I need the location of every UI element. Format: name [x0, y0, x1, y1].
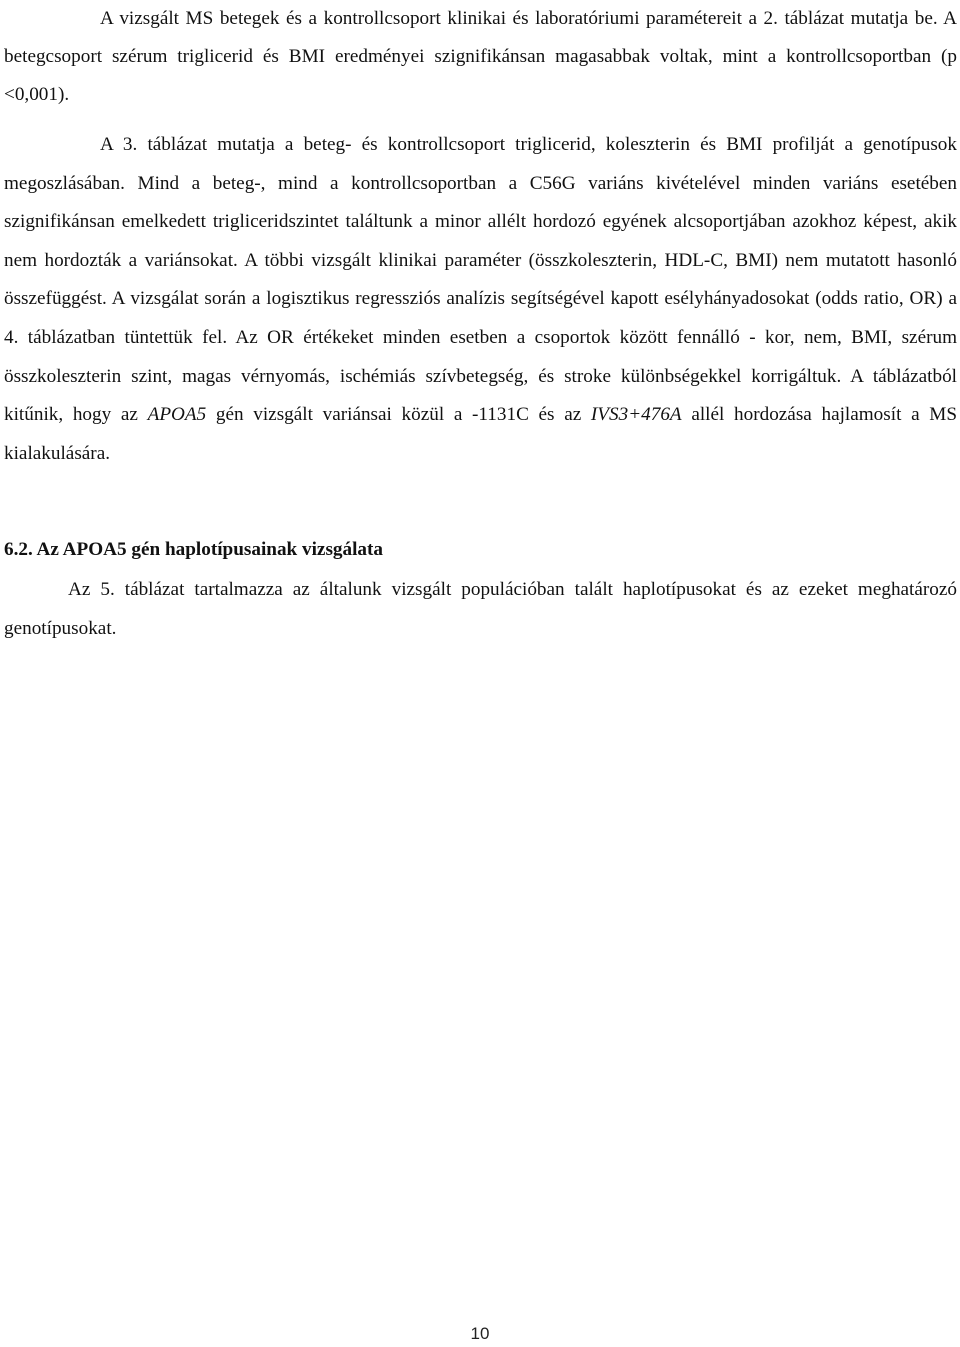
document-page — [4, 0, 957, 1347]
paragraph-text-part-1: A 3. táblázat mutatja a beteg- és kontrollcsoport triglicerid, koleszterin és BMI profilját a genotípusok megoszlásában. Mind a beteg-, mind a kontrollcsoportban a C56G variáns kivételével minden variáns esetében szignifikánsan emelkedett trigliceridszintet találtunk a minor allélt hordozó egyének alcsoportjában azokhoz képest, akik nem hordozták a variánsokat. A többi vizsgált klinikai paraméter (összkoleszterin, HDL-C, BMI) nem mutatott hasonló összefüggést. A vizsgálat során a logisztikus regressziós analízis segítségével kapott esélyhányadosokat (odds ratio, OR) a 4. táblázatban tüntettük fel. Az OR értékeket minden esetben a csoportok között fennálló - kor, nem, BMI, szérum összkoleszterin szint, magas vérnyomás, ischémiás szívbetegség, és stroke különbségekkel korrigáltuk. A táblázatból kitűnik, hogy az — [4, 134, 957, 426]
variant-name-ivs3: IVS3+476A — [590, 404, 682, 426]
paragraph-clinical-parameters: A vizsgált MS betegek és a kontrollcsoport klinikai és laboratóriumi paramétereit a 2. táblázat mutatja be. A betegcsoport szérum triglicerid és BMI eredményei szignifikánsan magasabbak voltak, mint a kontrollcsoportban (p <0,001). — [4, 8, 957, 105]
page-number: 10 — [470, 1324, 490, 1343]
paragraph-text-part-3: allél hordozása hajlamosít a MS kialakulására. — [4, 404, 957, 464]
paragraph-text-part-2: gén vizsgált variánsai közül a -1131C és az — [206, 404, 591, 426]
paragraph-genotype-profiles — [4, 126, 957, 473]
paragraph-haplotypes: Az 5. táblázat tartalmazza az általunk vizsgált populációban talált haplotípusokat és az ezeket meghatározó genotípusokat. — [4, 579, 957, 639]
gene-name-apoa5: APOA5 — [147, 404, 207, 426]
section-heading: 6.2. Az APOA5 gén haplotípusainak vizsgálata — [4, 539, 384, 560]
